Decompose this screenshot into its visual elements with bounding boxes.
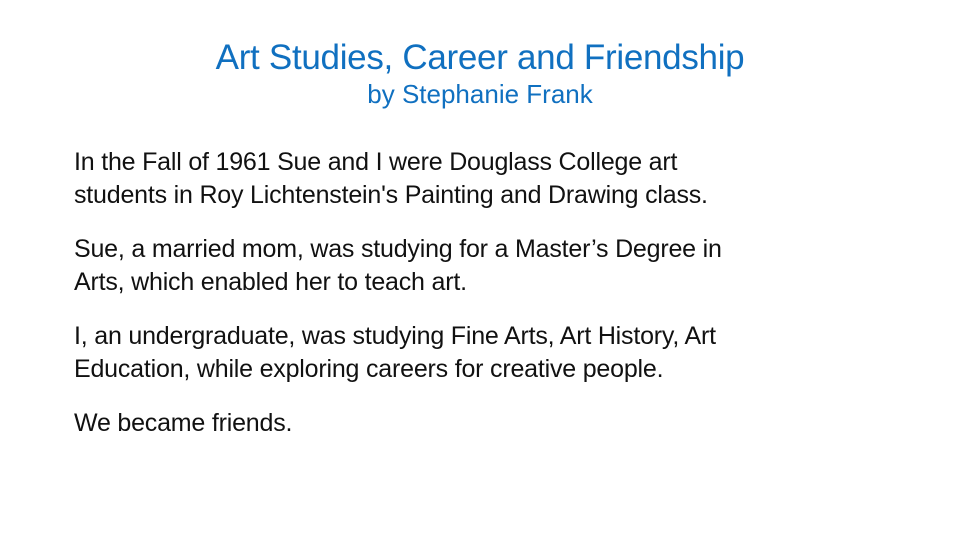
paragraph-3-line-2: Education, while exploring careers for creative people. [74, 355, 664, 383]
paragraph-1-line-2: students in Roy Lichtenstein's Painting and Drawing class. [74, 181, 708, 209]
paragraph-2-line-1: Sue, a married mom, was studying for a Master’s Degree in [74, 235, 722, 263]
paragraph-4 [74, 407, 874, 440]
paragraph-2-line-2: Arts, which enabled her to teach art. [74, 268, 467, 296]
paragraph-4-line-1: We became friends. [74, 409, 293, 437]
paragraph-1 [74, 146, 874, 212]
paragraph-3-line-1: I, an undergraduate, was studying Fine Arts, Art History, Art [74, 322, 716, 350]
slide-body [74, 146, 874, 461]
paragraph-2 [74, 233, 874, 299]
slide-title: Art Studies, Career and Friendship [215, 38, 745, 77]
paragraph-3 [74, 320, 874, 386]
title-block [0, 38, 960, 110]
paragraph-1-line-1: In the Fall of 1961 Sue and I were Douglass College art [74, 148, 678, 176]
slide-subtitle: by Stephanie Frank [367, 79, 593, 109]
